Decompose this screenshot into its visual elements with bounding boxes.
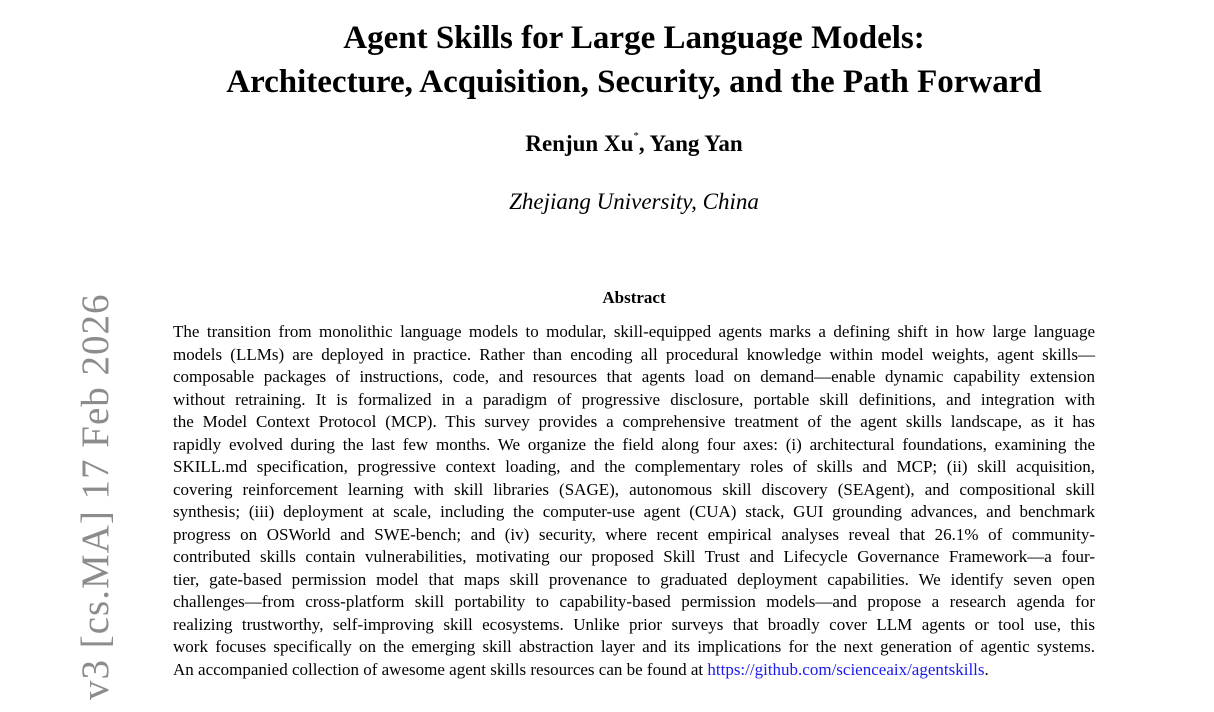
abstract-line: SKILL.md specification, progressive context loading, and the complementary roles of skills and MCP; (ii) skill acquisition, — [173, 457, 1095, 476]
abstract-last-line-text: An accompanied collection of awesome agent skills resources can be found at — [173, 659, 708, 679]
abstract-line: covering reinforcement learning with skill libraries (SAGE), autonomous skill discovery (SEAgent), and compositional skill — [173, 479, 1095, 499]
abstract-line: rapidly evolved during the last few months. We organize the field along four axes: (i) architectural foundations, examining the — [173, 434, 1095, 454]
abstract-line: synthesis; (iii) deployment at scale, including the computer-use agent (CUA) stack, GUI grounding advances, and benchmark — [173, 502, 1095, 521]
abstract-line: tier, gate-based permission model that maps skill provenance to graduated deployment capabilities. We identify seven open — [173, 569, 1095, 589]
title-line-2: Architecture, Acquisition, Security, and the Path Forward — [226, 64, 1042, 100]
repository-link[interactable]: https://github.com/scienceaix/agentskills — [707, 659, 985, 679]
abstract-line: realizing trustworthy, self-improving skill ecosystems. Unlike prior surveys that broadly cover LLM agents or tool use, this — [173, 614, 1095, 634]
author-list — [0, 129, 1214, 159]
abstract-line: work focuses specifically on the emerging skill abstraction layer and its implications for the next generation of agentic systems. — [173, 637, 1095, 656]
arxiv-identifier-stamp: v3 [cs.MA] 17 Feb 2026 — [74, 293, 117, 700]
abstract-line: The transition from monolithic language models to modular, skill-equipped agents marks a defining shift in how large language — [173, 322, 1095, 341]
abstract-heading: Abstract — [602, 288, 666, 307]
abstract-line: composable packages of instructions, code, and resources that agents load on demand—enable dynamic capability extension — [173, 367, 1095, 386]
abstract-line: the Model Context Protocol (MCP). This survey provides a comprehensive treatment of the agent skills landscape, as it has — [173, 412, 1095, 431]
title-line-1: Agent Skills for Large Language Models: — [343, 20, 925, 56]
author-name: Renjun Xu — [525, 131, 634, 156]
abstract-line: models (LLMs) are deployed in practice. Rather than encoding all procedural knowledge within model weights, agent skills— — [173, 344, 1095, 364]
abstract-line: without retraining. It is formalized in a paradigm of progressive disclosure, portable skill definitions, and integration with — [173, 389, 1095, 409]
abstract-body — [173, 321, 1095, 681]
abstract-period: . — [984, 659, 989, 679]
corresponding-author-mark: * — [633, 130, 639, 142]
abstract-line-last — [173, 659, 1095, 682]
affiliation: Zhejiang University, China — [509, 189, 759, 214]
author-separator: , — [638, 131, 650, 156]
paper-title — [0, 16, 1214, 104]
abstract-line: contributed skills contain vulnerabilities, motivating our proposed Skill Trust and Lifecycle Governance Framework—a four- — [173, 547, 1095, 566]
abstract-line: progress on OSWorld and SWE-bench; and (iv) security, where recent empirical analyses reveal that 26.1% of community- — [173, 524, 1095, 544]
abstract-line: challenges—from cross-platform skill portability to capability-based permission models—and propose a research agenda for — [173, 592, 1095, 611]
author-name: Yang Yan — [649, 131, 743, 156]
